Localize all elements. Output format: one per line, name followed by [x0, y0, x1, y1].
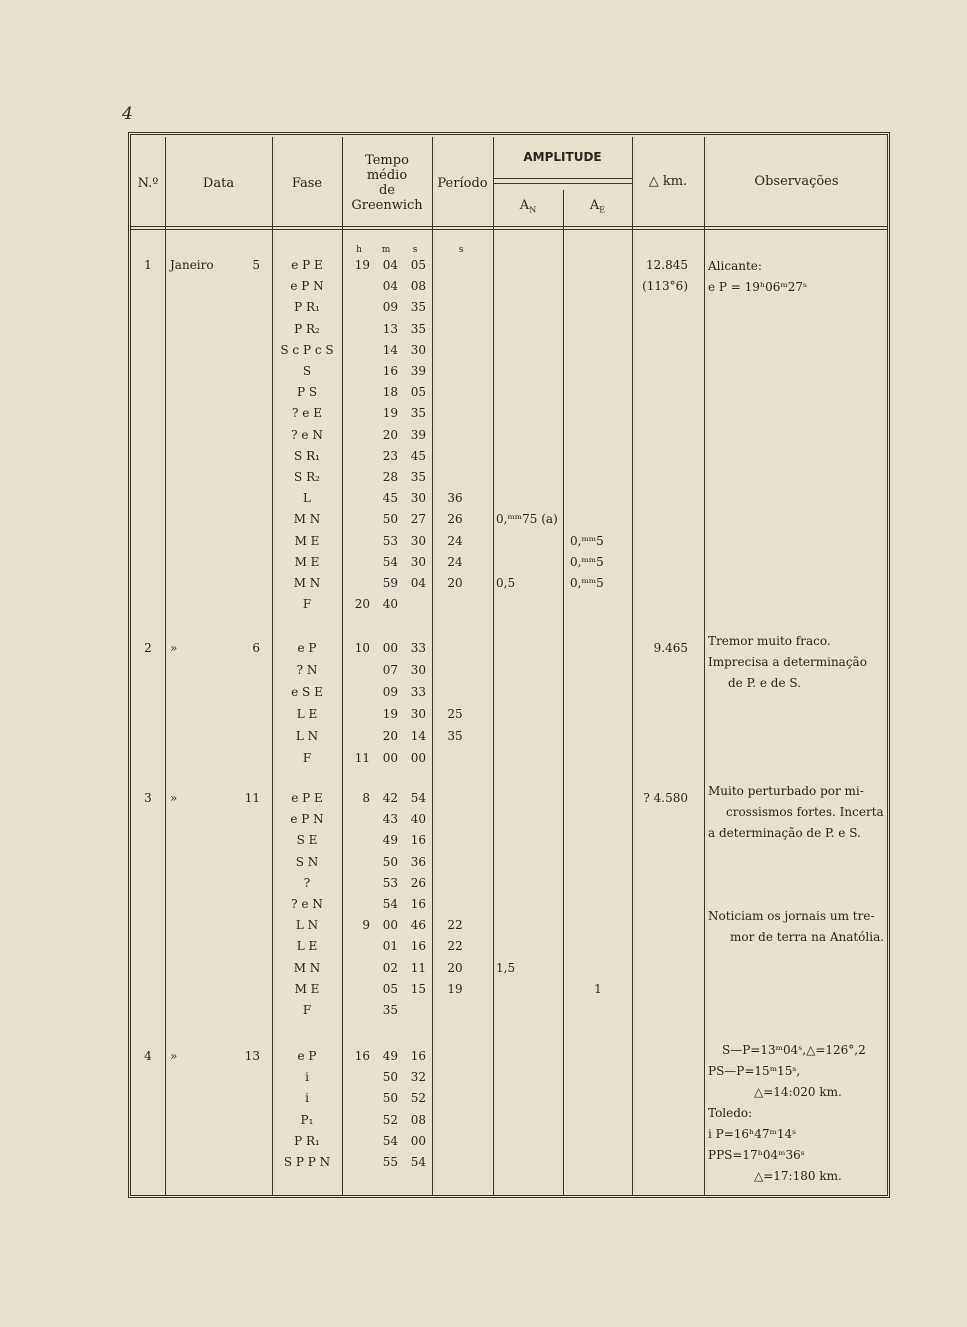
obs-line: i P=16ʰ47ᵐ14ˢ	[708, 1127, 797, 1141]
cell-s: 35	[410, 321, 426, 336]
cell-m: 28	[382, 470, 398, 484]
cell-h: 20	[354, 597, 370, 612]
header-tempo-l4: Greenwich	[351, 198, 423, 213]
cell-s: 05	[410, 258, 426, 272]
cell-an: 1,5	[496, 960, 516, 975]
cell-no: 1	[144, 258, 152, 272]
cell-dist: ? 4.580	[643, 791, 688, 805]
cell-fase: L	[303, 491, 311, 506]
cell-m: 59	[382, 576, 398, 590]
header-fase: Fase	[291, 176, 323, 191]
cell-s: 46	[410, 918, 426, 933]
header-bottom-rule	[131, 229, 887, 230]
obs-4	[708, 1040, 888, 1187]
cell-per: 20	[447, 960, 463, 975]
cell-fase: ?	[303, 875, 311, 890]
cell-fase: i	[305, 1091, 309, 1106]
cell-s: 30	[410, 663, 426, 677]
cell-m: 13	[382, 321, 398, 336]
cell-per: 24	[447, 533, 463, 548]
cell-no: 2	[144, 641, 152, 655]
col-sep	[342, 137, 343, 1196]
header-no: N.º	[137, 176, 159, 191]
obs-line: Muito perturbado por mi-	[708, 784, 864, 798]
header-tempo-l2: médio	[366, 168, 408, 183]
cell-m: 02	[382, 960, 398, 975]
cell-s: 00	[410, 1133, 426, 1148]
cell-m: 40	[382, 597, 398, 612]
cell-fase: e P E	[291, 791, 323, 805]
cell-fase: F	[302, 1003, 312, 1017]
cell-fase: S E	[296, 833, 318, 848]
cell-s: 16	[410, 1049, 426, 1063]
cell-s: 15	[410, 981, 426, 996]
cell-ae: 0,ᵐᵐ5	[570, 554, 604, 569]
cell-per: 20	[447, 576, 463, 590]
col-sep	[632, 137, 633, 1196]
cell-ae: 0,ᵐᵐ5	[570, 576, 604, 590]
unit-h: h	[356, 245, 362, 255]
unit-s: s	[412, 245, 418, 255]
cell-s: 30	[410, 342, 426, 357]
cell-s: 30	[410, 533, 426, 548]
obs-line: △=14:020 km.	[754, 1085, 842, 1099]
header-obs: Observações	[754, 174, 839, 189]
cell-s: 16	[410, 939, 426, 954]
cell-fase: S N	[295, 854, 319, 869]
cell-m: 23	[382, 448, 398, 463]
header-periodo: Período	[437, 176, 488, 191]
obs-1	[708, 256, 807, 298]
cell-m: 55	[382, 1155, 398, 1169]
cell-s: 08	[410, 1112, 426, 1127]
cell-s: 05	[410, 385, 426, 400]
cell-per: 24	[447, 554, 463, 569]
cell-fase: S R₂	[294, 470, 320, 484]
cell-fase: P R₂	[294, 321, 320, 336]
cell-m: 54	[382, 1133, 398, 1148]
header-bottom-rule	[131, 226, 887, 227]
cell-s: 33	[410, 641, 426, 655]
cell-an: 0,5	[496, 576, 516, 590]
cell-fase: P R₁	[294, 300, 320, 315]
cell-h: 8	[362, 791, 370, 805]
obs-3b	[708, 906, 884, 948]
cell-s: 54	[410, 791, 426, 805]
cell-m: 53	[382, 533, 398, 548]
header-tempo-l3: de	[378, 183, 395, 198]
header-ae	[563, 198, 632, 218]
cell-s: 27	[410, 512, 426, 527]
cell-fase: e P	[297, 1049, 317, 1063]
cell-fase: e P N	[290, 812, 324, 827]
cell-m: 01	[382, 939, 398, 954]
cell-fase: ? N	[296, 663, 318, 677]
cell-m: 19	[382, 707, 398, 721]
cell-month: »	[170, 1049, 178, 1063]
unit-period-s: s	[458, 245, 464, 255]
cell-s: 00	[410, 751, 426, 765]
cell-h: 19	[354, 258, 370, 272]
cell-h: 16	[354, 1049, 370, 1063]
cell-ae: 0,ᵐᵐ5	[570, 533, 604, 548]
cell-fase: S c P c S	[280, 342, 334, 357]
cell-fase: L E	[296, 707, 318, 721]
cell-m: 50	[382, 1091, 398, 1106]
cell-m: 42	[382, 791, 398, 805]
cell-m: 52	[382, 1112, 398, 1127]
cell-s: 35	[410, 406, 426, 421]
header-tempo-l1: Tempo	[365, 153, 409, 168]
cell-fase: M E	[294, 554, 320, 569]
cell-day: 6	[252, 641, 260, 655]
cell-s: 40	[410, 812, 426, 827]
cell-per: 36	[447, 491, 463, 506]
col-sep	[493, 137, 494, 1196]
obs-line: e P = 19ʰ06ᵐ27ˢ	[708, 280, 808, 294]
cell-m: 50	[382, 854, 398, 869]
cell-day: 5	[252, 258, 260, 272]
header-an-label: A	[519, 198, 530, 213]
col-sep	[165, 137, 166, 1196]
cell-m: 50	[382, 512, 398, 527]
cell-fase: S P P N	[283, 1155, 331, 1169]
cell-s: 08	[410, 279, 426, 294]
col-sep	[563, 190, 564, 1196]
cell-s: 36	[410, 854, 426, 869]
cell-per: 26	[447, 512, 463, 527]
cell-an: 0,ᵐᵐ75 (a)	[496, 512, 558, 527]
header-amplitude: AMPLITUDE	[523, 150, 602, 164]
obs-line: PPS=17ʰ04ᵐ36ˢ	[708, 1148, 805, 1162]
cell-m: 50	[382, 1070, 398, 1085]
cell-ae: 1	[594, 981, 602, 996]
cell-fase: e P	[297, 641, 317, 655]
obs-line: △=17:180 km.	[754, 1169, 842, 1183]
header-data: Data	[202, 176, 235, 191]
cell-fase: e S E	[291, 685, 323, 699]
cell-h: 10	[354, 641, 370, 655]
cell-m: 04	[382, 258, 398, 272]
cell-fase: M E	[294, 981, 320, 996]
col-sep	[704, 137, 705, 1196]
cell-m: 09	[382, 685, 398, 699]
cell-per: 35	[447, 729, 463, 743]
cell-fase: e P E	[291, 258, 323, 272]
cell-fase: M N	[293, 512, 321, 527]
cell-s: 54	[410, 1155, 426, 1169]
amplitude-rule	[493, 178, 632, 179]
cell-fase: i	[305, 1070, 309, 1085]
cell-fase: M N	[293, 576, 321, 590]
cell-month: »	[170, 641, 178, 655]
obs-line: Toledo:	[708, 1106, 753, 1120]
cell-day: 11	[244, 791, 260, 805]
header-tempo	[342, 153, 432, 213]
cell-m: 49	[382, 1049, 398, 1063]
cell-s: 16	[410, 897, 426, 911]
cell-m: 54	[382, 554, 398, 569]
cell-s: 33	[410, 685, 426, 699]
cell-per: 19	[447, 981, 463, 996]
cell-fase: ? e N	[291, 427, 323, 442]
cell-s: 45	[410, 448, 426, 463]
cell-per: 22	[447, 918, 463, 933]
cell-s: 16	[410, 833, 426, 848]
cell-fase: e P N	[290, 279, 324, 294]
cell-dist: (113°6)	[642, 279, 688, 294]
cell-s: 04	[410, 576, 426, 590]
cell-m: 16	[382, 364, 398, 378]
cell-m: 43	[382, 812, 398, 827]
cell-s: 52	[410, 1091, 426, 1106]
obs-line: S—P=13ᵐ04ˢ,△=126°,2	[722, 1043, 866, 1057]
cell-s: 35	[410, 300, 426, 315]
cell-per: 25	[447, 707, 463, 721]
cell-fase: P S	[296, 385, 318, 400]
cell-m: 07	[382, 663, 398, 677]
cell-fase: F	[302, 597, 312, 612]
cell-s: 30	[410, 554, 426, 569]
cell-m: 04	[382, 279, 398, 294]
cell-s: 39	[410, 364, 426, 378]
cell-fase: M N	[293, 960, 321, 975]
cell-m: 19	[382, 406, 398, 421]
cell-no: 3	[144, 791, 152, 805]
cell-s: 11	[410, 960, 426, 975]
cell-h: 9	[362, 918, 370, 933]
obs-2	[708, 631, 867, 694]
cell-m: 18	[382, 385, 398, 400]
cell-m: 20	[382, 729, 398, 743]
cell-m: 09	[382, 300, 398, 315]
cell-fase: L E	[296, 939, 318, 954]
cell-m: 05	[382, 981, 398, 996]
cell-s: 14	[410, 729, 426, 743]
obs-line: mor de terra na Anatólia.	[730, 930, 885, 944]
obs-line: a determinação de P. e S.	[708, 826, 861, 840]
header-an-sub: N	[529, 205, 537, 215]
header-an	[493, 198, 563, 218]
cell-dist: 9.465	[653, 641, 688, 655]
cell-m: 00	[382, 641, 398, 655]
cell-fase: P₁	[300, 1112, 314, 1127]
cell-m: 00	[382, 751, 398, 765]
cell-h: 11	[354, 751, 370, 765]
cell-s: 35	[410, 470, 426, 484]
col-sep	[432, 137, 433, 1196]
obs-line: Imprecisa a determinação	[708, 655, 867, 669]
cell-s: 30	[410, 707, 426, 721]
obs-line: de P. e de S.	[728, 676, 801, 690]
unit-m: m	[381, 245, 391, 255]
obs-line: crossismos fortes. Incerta	[726, 805, 884, 819]
cell-m: 45	[382, 491, 398, 506]
cell-fase: L N	[295, 729, 319, 743]
col-sep	[272, 137, 273, 1196]
obs-3	[708, 781, 884, 844]
cell-month: »	[170, 791, 178, 805]
cell-m: 14	[382, 342, 398, 357]
cell-fase: P R₁	[294, 1133, 320, 1148]
cell-fase: F	[302, 751, 312, 765]
obs-line: Tremor muito fraco.	[708, 634, 831, 648]
header-dist: △ km.	[648, 174, 688, 189]
amplitude-rule	[493, 183, 632, 184]
cell-fase: S R₁	[294, 448, 320, 463]
cell-s: 39	[410, 427, 426, 442]
obs-line: PS—P=15ᵐ15ˢ,	[708, 1064, 801, 1078]
cell-s: 26	[410, 875, 426, 890]
cell-fase: M E	[294, 533, 320, 548]
cell-s: 30	[410, 491, 426, 506]
cell-fase: ? e E	[292, 406, 322, 421]
cell-m: 20	[382, 427, 398, 442]
cell-dist: 12.845	[646, 258, 688, 272]
cell-m: 49	[382, 833, 398, 848]
cell-fase: S	[302, 364, 312, 378]
obs-line: Noticiam os jornais um tre-	[708, 909, 875, 923]
cell-m: 53	[382, 875, 398, 890]
obs-line: Alicante:	[708, 259, 762, 273]
cell-month: Janeiro	[170, 258, 214, 272]
cell-no: 4	[144, 1049, 152, 1063]
page-number: 4	[122, 104, 133, 124]
header-ae-sub: E	[599, 205, 606, 215]
cell-per: 22	[447, 939, 463, 954]
cell-m: 54	[382, 897, 398, 911]
cell-m: 35	[382, 1003, 398, 1017]
cell-s: 32	[410, 1070, 426, 1085]
cell-fase: ? e N	[291, 897, 323, 911]
cell-day: 13	[244, 1049, 260, 1063]
cell-fase: L N	[295, 918, 319, 933]
cell-m: 00	[382, 918, 398, 933]
header-ae-label: A	[589, 198, 600, 213]
